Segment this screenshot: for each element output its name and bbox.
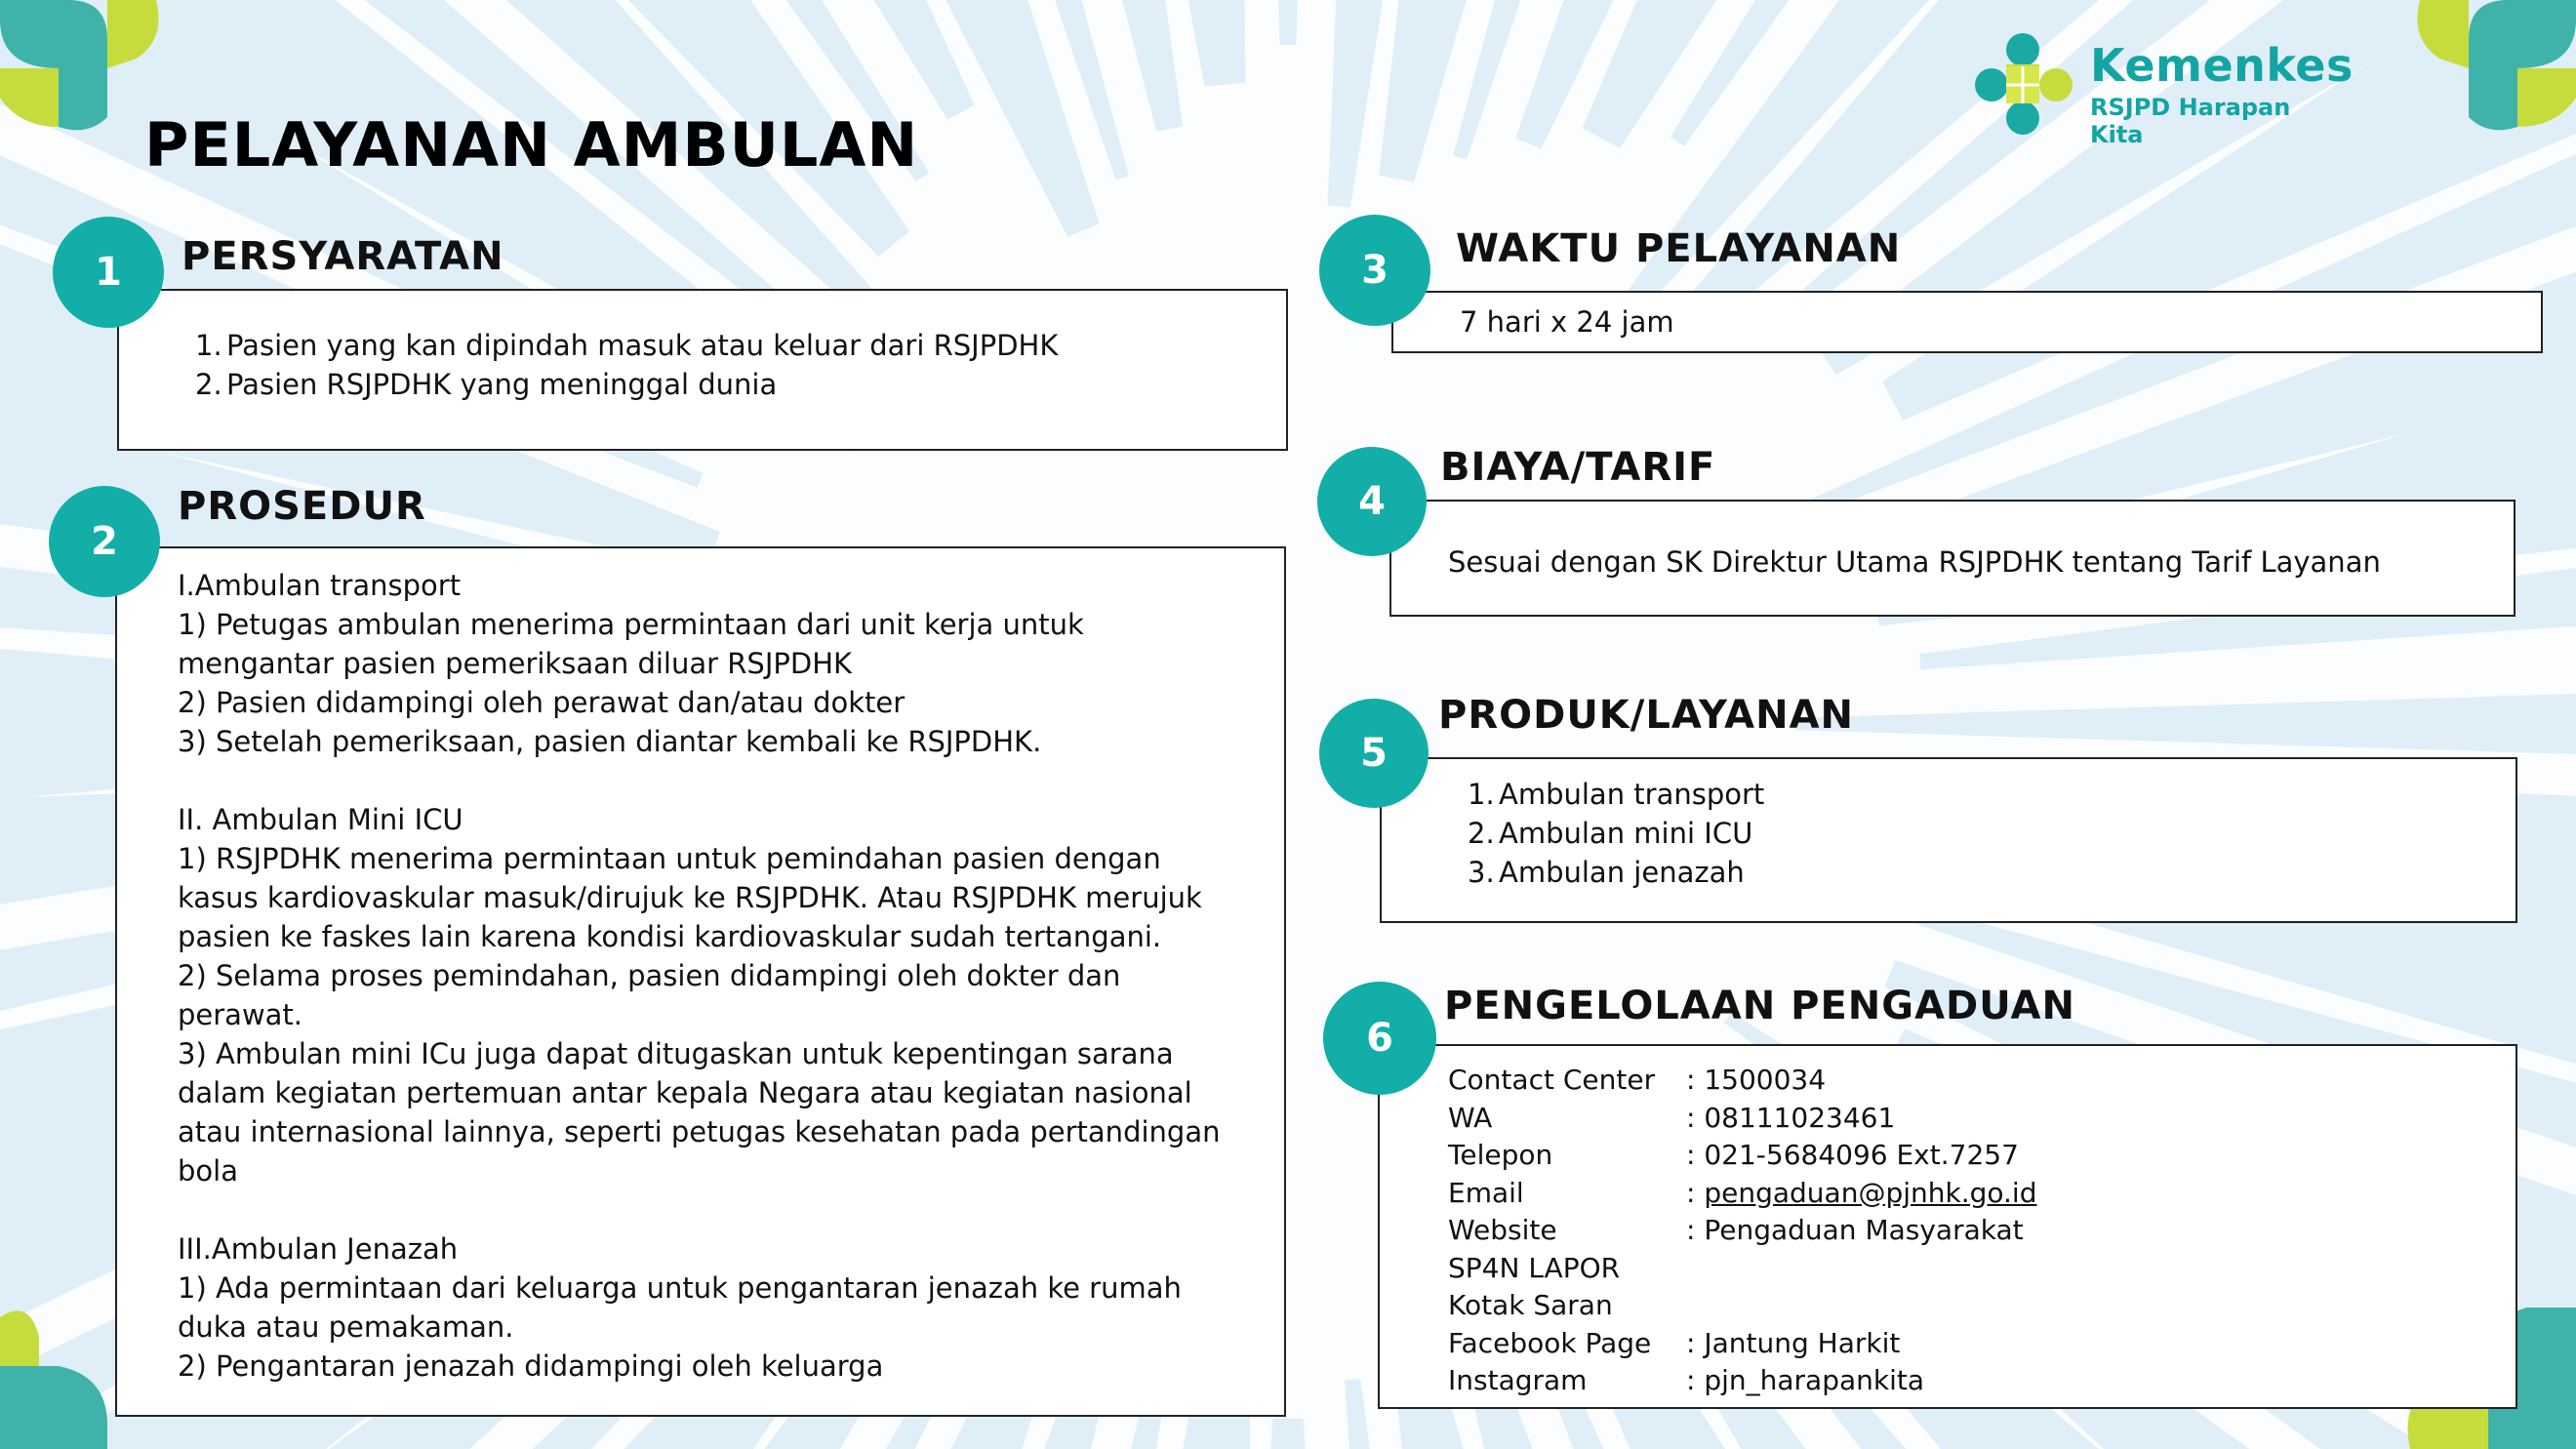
prosedur-line: pasien ke faskes lain karena kondisi kardiovaskular sudah tertangani. — [178, 920, 1162, 953]
contact-label: Telepon — [1448, 1139, 1553, 1171]
contact-label: WA — [1448, 1101, 1493, 1134]
prosedur-line: duka atau pemakaman. — [178, 1310, 514, 1344]
prosedur-line: mengantar pasien pemeriksaan diluar RSJPDHK — [178, 647, 853, 680]
prosedur-heading: II. Ambulan Mini ICU — [178, 803, 463, 836]
contact-value: : 1500034 — [1686, 1064, 1827, 1096]
produk-list — [1468, 775, 1764, 892]
prosedur-line: 1) RSJPDHK menerima permintaan untuk pemindahan pasien dengan — [178, 842, 1161, 875]
prosedur-line: 3) Ambulan mini ICu juga dapat ditugaskan untuk kepentingan sarana — [178, 1037, 1174, 1070]
table-row — [1448, 1137, 2036, 1175]
biaya-text: Sesuai dengan SK Direktur Utama RSJPDHK tentang Tarif Layanan — [1448, 545, 2381, 579]
section-number-badge: 6 — [1323, 982, 1436, 1095]
table-row — [1448, 1287, 2036, 1325]
waktu-title: WAKTU PELAYANAN — [1456, 226, 1902, 271]
contact-value: : 08111023461 — [1686, 1101, 1896, 1134]
prosedur-line: 3) Setelah pemeriksaan, pasien diantar kembali ke RSJPDHK. — [178, 725, 1042, 758]
section-number-badge: 4 — [1317, 447, 1427, 556]
corner-decoration-bottom-left — [0, 1298, 127, 1449]
contact-value — [1686, 1287, 2036, 1325]
corner-decoration-top-right — [2400, 0, 2576, 176]
list-item — [195, 326, 1058, 365]
contact-value: : 021-5684096 Ext.7257 — [1686, 1139, 2019, 1171]
prosedur-line: atau internasional lainnya, seperti petugas kesehatan pada pertandingan — [178, 1115, 1221, 1148]
prosedur-text — [178, 566, 1270, 1386]
table-row — [1448, 1250, 2036, 1288]
list-text: Ambulan jenazah — [1499, 856, 1745, 889]
list-number: 2. — [1468, 817, 1495, 850]
contact-label: SP4N LAPOR — [1448, 1251, 1621, 1284]
table-row — [1448, 1062, 2036, 1100]
logo-subtitle: RSJPD Harapan Kita — [2090, 94, 2291, 148]
prosedur-line: 1) Petugas ambulan menerima permintaan dari unit kerja untuk — [178, 608, 1084, 641]
pengaduan-contact-table — [1448, 1062, 2036, 1400]
persyaratan-list — [195, 326, 1058, 404]
section-number-badge: 3 — [1319, 215, 1430, 326]
contact-label: Contact Center — [1448, 1064, 1656, 1096]
prosedur-heading: I.Ambulan transport — [178, 569, 462, 602]
biaya-title: BIAYA/TARIF — [1440, 445, 1716, 490]
table-row — [1448, 1325, 2036, 1363]
contact-label: Website — [1448, 1214, 1557, 1246]
list-text: Pasien RSJPDHK yang meninggal dunia — [226, 368, 778, 401]
contact-value: : Jantung Harkit — [1686, 1326, 1901, 1359]
contact-label: Facebook Page — [1448, 1326, 1652, 1359]
contact-value: : Pengaduan Masyarakat — [1686, 1214, 2024, 1246]
persyaratan-title: PERSYARATAN — [181, 234, 504, 279]
table-row — [1448, 1175, 2036, 1213]
contact-label: Instagram — [1448, 1364, 1588, 1396]
page-title: PELAYANAN AMBULAN — [144, 109, 919, 181]
table-row — [1448, 1362, 2036, 1400]
prosedur-line: dalam kegiatan pertemuan antar kepala Negara atau kegiatan nasional — [178, 1076, 1192, 1109]
prosedur-line: perawat. — [178, 998, 303, 1031]
prosedur-line: bola — [178, 1154, 238, 1187]
prosedur-line: 2) Selama proses pemindahan, pasien didampingi oleh dokter dan — [178, 959, 1121, 992]
contact-value — [1686, 1175, 2036, 1213]
produk-title: PRODUK/LAYANAN — [1438, 693, 1855, 738]
pengaduan-title: PENGELOLAAN PENGADUAN — [1444, 984, 2075, 1028]
list-item — [1468, 814, 1764, 853]
list-number: 1. — [1468, 778, 1495, 811]
list-item — [195, 365, 1058, 404]
list-text: Ambulan mini ICU — [1499, 817, 1753, 850]
table-row — [1448, 1212, 2036, 1250]
contact-label: Kotak Saran — [1448, 1289, 1613, 1321]
list-number: 1. — [195, 329, 222, 362]
list-item — [1468, 853, 1764, 892]
list-number: 3. — [1468, 856, 1495, 889]
list-text: Pasien yang kan dipindah masuk atau keluar dari RSJPDHK — [226, 329, 1059, 362]
kemenkes-logo-icon — [1971, 29, 2078, 141]
table-row — [1448, 1100, 2036, 1138]
section-number-badge: 1 — [53, 217, 164, 328]
logo-name: Kemenkes — [2090, 39, 2354, 92]
contact-value: : pjn_harapankita — [1686, 1364, 1925, 1396]
list-text: Ambulan transport — [1499, 778, 1765, 811]
contact-label: Email — [1448, 1176, 1524, 1209]
waktu-text: 7 hari x 24 jam — [1460, 305, 1674, 339]
background-ray — [1231, 0, 1345, 45]
contact-value — [1686, 1250, 2036, 1288]
prosedur-line: 2) Pasien didampingi oleh perawat dan/atau dokter — [178, 686, 906, 719]
prosedur-title: PROSEDUR — [178, 484, 426, 529]
email-link[interactable]: pengaduan@pjnhk.go.id — [1704, 1176, 2037, 1209]
kemenkes-logo — [1971, 29, 2354, 148]
prosedur-heading: III.Ambulan Jenazah — [178, 1232, 459, 1266]
prosedur-line: kasus kardiovaskular masuk/dirujuk ke RSJPDHK. Atau RSJPDHK merujuk — [178, 881, 1202, 914]
list-number: 2. — [195, 368, 222, 401]
prosedur-line: 2) Pengantaran jenazah didampingi oleh keluarga — [178, 1349, 884, 1383]
email-separator: : — [1686, 1176, 1705, 1209]
prosedur-line: 1) Ada permintaan dari keluarga untuk pengantaran jenazah ke rumah — [178, 1271, 1182, 1305]
section-number-badge: 2 — [49, 486, 160, 597]
section-number-badge: 5 — [1319, 699, 1429, 808]
list-item — [1468, 775, 1764, 814]
